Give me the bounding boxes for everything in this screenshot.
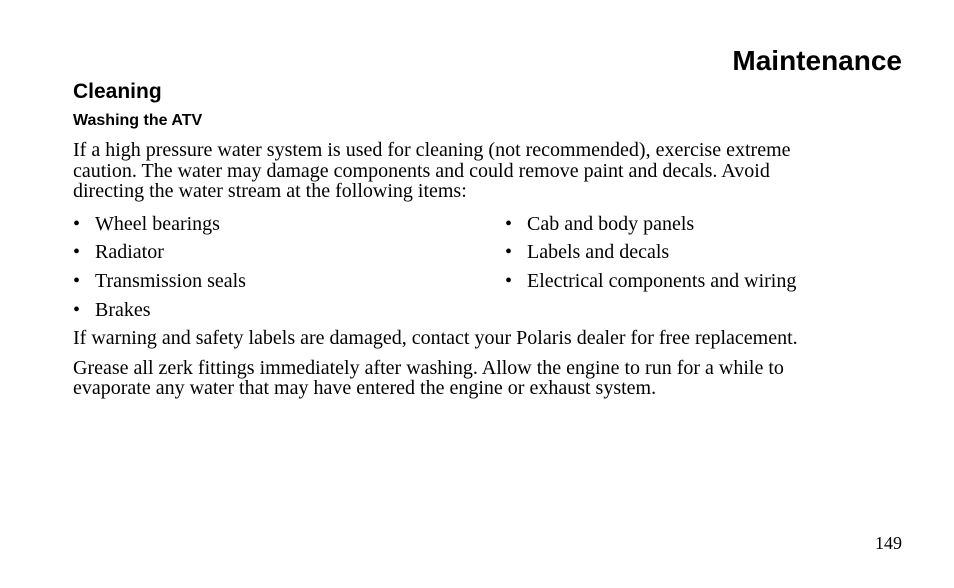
list-item: [505, 238, 905, 267]
list-item-label: Brakes: [95, 298, 151, 321]
list-item: [73, 238, 505, 267]
list-item: [505, 210, 905, 239]
list-item: [73, 210, 505, 239]
bullet-marker: •: [73, 212, 81, 235]
list-item: [505, 267, 905, 296]
list-item-label: Cab and body panels: [527, 212, 695, 235]
bullet-marker: •: [505, 269, 513, 292]
list-item-label: Wheel bearings: [95, 212, 220, 235]
bullet-list: [73, 210, 903, 325]
labels-paragraph: If warning and safety labels are damaged, contact your Polaris dealer for free replacement.: [73, 327, 798, 350]
section-title: Cleaning: [73, 80, 162, 103]
list-item-label: Labels and decals: [527, 241, 670, 264]
list-item: [73, 267, 505, 296]
intro-paragraph: If a high pressure water system is used for cleaning (not recommended), exercise extreme caution. The water may damage components and could remove paint and decals. Avoid directing the water stream at the following items:: [73, 139, 791, 202]
page-number: 149: [875, 533, 902, 553]
list-item-label: Radiator: [95, 241, 164, 264]
chapter-title: Maintenance: [732, 45, 902, 76]
page-content: [73, 78, 903, 399]
grease-paragraph: Grease all zerk fittings immediately after washing. Allow the engine to run for a while to evaporate any water that may have entered the engine or exhaust system.: [73, 356, 784, 400]
list-item-label: Electrical components and wiring: [527, 269, 797, 292]
bullet-marker: •: [505, 241, 513, 264]
bullet-marker: •: [73, 298, 81, 321]
bullet-marker: •: [505, 212, 513, 235]
list-item-label: Transmission seals: [95, 269, 246, 292]
bullet-marker: •: [73, 241, 81, 264]
subsection-title: Washing the ATV: [73, 112, 203, 129]
bullet-marker: •: [73, 269, 81, 292]
list-item: [73, 296, 505, 325]
